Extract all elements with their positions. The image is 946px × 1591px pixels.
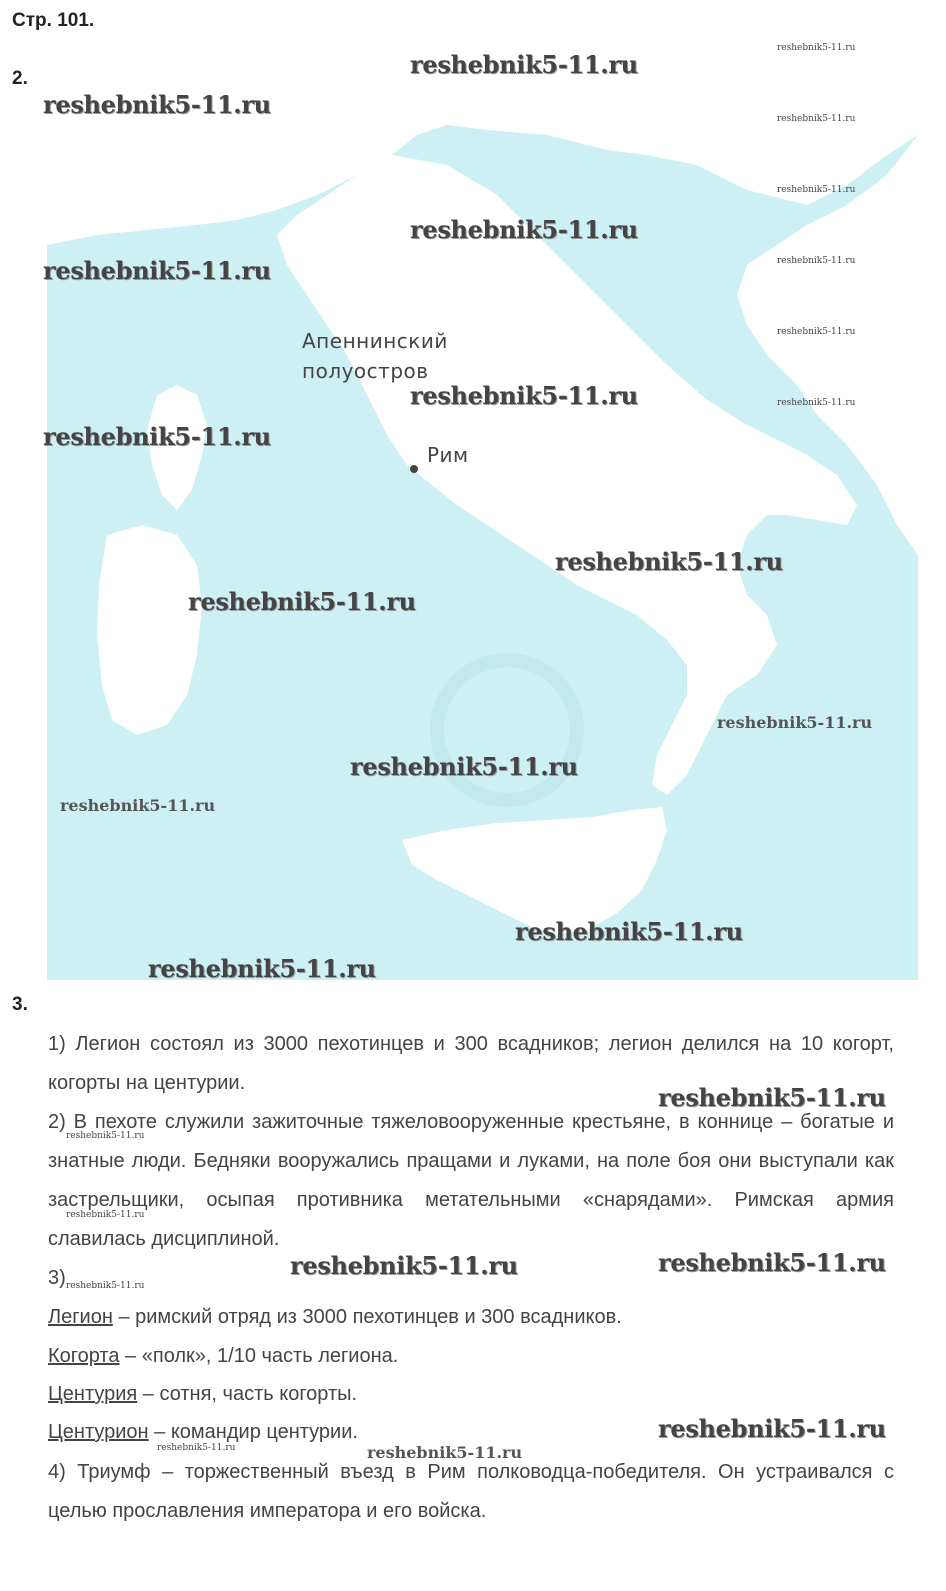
definition-text: – «полк», 1/10 часть легиона.	[119, 1345, 399, 1367]
answer-1: 1) Легион состоял из 3000 пехотинцев и 300 всадников; легион делился на 10 когорт, когорты на центурии.	[48, 1033, 894, 1094]
watermark: reshebnik5-11.ru	[66, 1281, 145, 1291]
term-centurion: Центурион	[48, 1421, 149, 1443]
watermark: reshebnik5-11.ru	[777, 43, 856, 53]
watermark: reshebnik5-11.ru	[66, 1131, 145, 1141]
term-legion: Легион	[48, 1306, 113, 1328]
definition-text: – римский отряд из 3000 пехотинцев и 300 всадников.	[112, 1306, 622, 1328]
watermark: reshebnik5-11.ru	[658, 1083, 886, 1112]
definition-text: – сотня, часть когорты.	[137, 1383, 358, 1405]
watermark: reshebnik5-11.ru	[43, 422, 271, 451]
definition-cohort	[48, 1337, 894, 1376]
task-2-number: 2.	[12, 68, 28, 89]
label-peninsula-line1: Апеннинский	[302, 329, 448, 353]
label-peninsula-line2: полуостров	[302, 359, 429, 383]
watermark: reshebnik5-11.ru	[777, 398, 856, 408]
definition-legion	[48, 1298, 894, 1337]
rome-marker-icon	[410, 465, 418, 473]
watermark: reshebnik5-11.ru	[717, 713, 873, 732]
definition-century	[48, 1375, 894, 1414]
page-title: Стр. 101.	[12, 10, 95, 31]
watermark: reshebnik5-11.ru	[350, 752, 578, 781]
watermark: reshebnik5-11.ru	[188, 587, 416, 616]
watermark: reshebnik5-11.ru	[515, 917, 743, 946]
watermark: reshebnik5-11.ru	[157, 1443, 236, 1453]
watermark: reshebnik5-11.ru	[410, 215, 638, 244]
watermark: reshebnik5-11.ru	[60, 796, 216, 815]
watermark: reshebnik5-11.ru	[658, 1414, 886, 1443]
watermark: reshebnik5-11.ru	[777, 114, 856, 124]
label-city-rome: Рим	[427, 443, 469, 467]
watermark: reshebnik5-11.ru	[66, 1210, 145, 1220]
watermark: reshebnik5-11.ru	[43, 90, 271, 119]
answer-4: 4) Триумф – торжественный въезд в Рим полководца-победителя. Он устраивался с целью прославления императора и его войска.	[48, 1461, 894, 1522]
watermark: reshebnik5-11.ru	[555, 547, 783, 576]
definition-text: – командир центурии.	[148, 1421, 358, 1443]
watermark: reshebnik5-11.ru	[43, 256, 271, 285]
answer-2: 2) В пехоте служили зажиточные тяжеловооруженные крестьяне, в коннице – богатые и знатные люди. Бедняки вооружались пращами и луками, на поле боя они выступали как застрельщики, осыпая противника метательными «снарядами». Римская армия славилась дисциплиной.	[48, 1111, 894, 1250]
watermark: reshebnik5-11.ru	[777, 256, 856, 266]
answer-3-label: 3)	[48, 1267, 66, 1289]
watermark: reshebnik5-11.ru	[777, 327, 856, 337]
watermark: reshebnik5-11.ru	[777, 185, 856, 195]
watermark: reshebnik5-11.ru	[290, 1251, 518, 1280]
task-3-number: 3.	[12, 994, 28, 1015]
watermark: reshebnik5-11.ru	[367, 1443, 523, 1462]
watermark: reshebnik5-11.ru	[658, 1248, 886, 1277]
term-century: Центурия	[48, 1383, 138, 1405]
watermark: reshebnik5-11.ru	[410, 381, 638, 410]
watermark: reshebnik5-11.ru	[148, 954, 376, 983]
term-cohort: Когорта	[48, 1345, 120, 1367]
watermark: reshebnik5-11.ru	[410, 50, 638, 79]
